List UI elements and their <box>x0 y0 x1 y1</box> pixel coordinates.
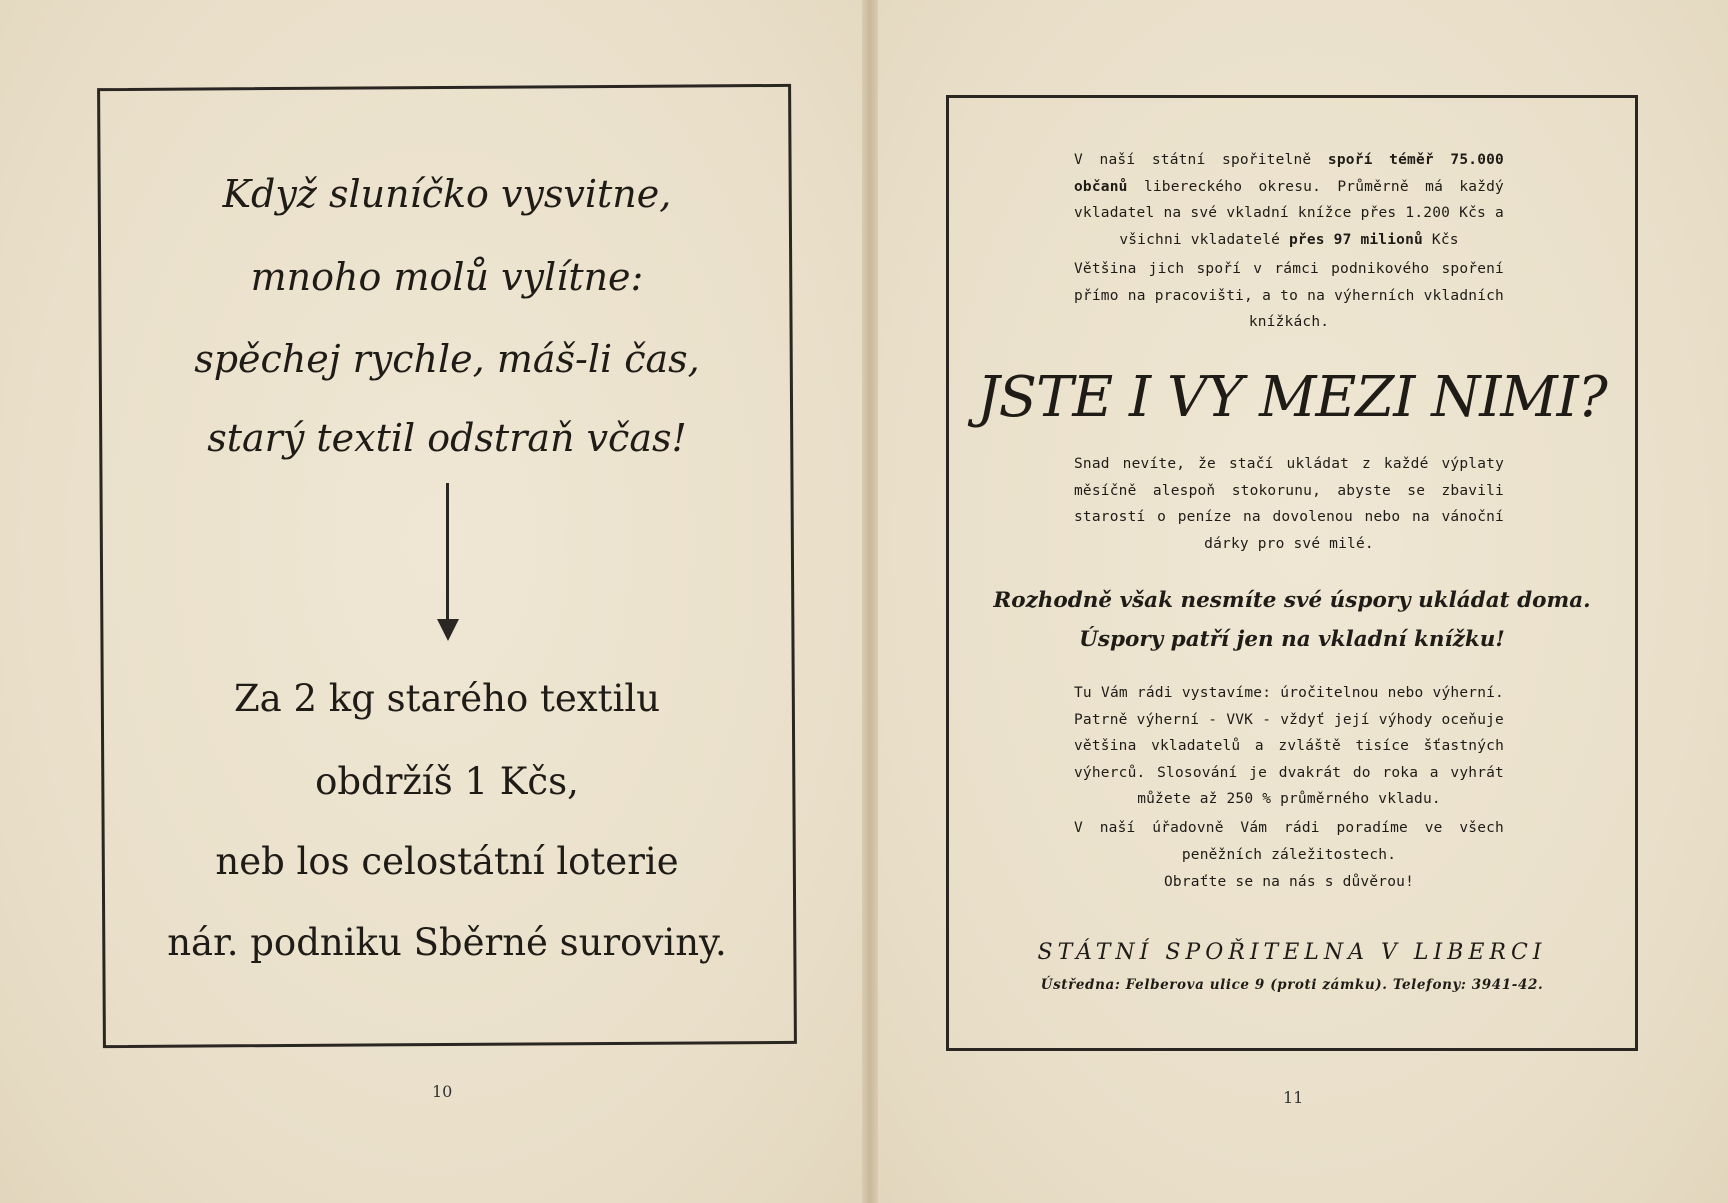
intro-text-1: V naší státní spořitelně <box>1074 152 1312 168</box>
bank-name: STÁTNÍ SPOŘITELNA V LIBERCI <box>1037 940 1547 965</box>
offer-line-3: neb los celostátní loterie <box>215 840 679 883</box>
intro-bold-1: spoří téměř 75.000 občanů <box>1074 152 1504 195</box>
poem-line-3: spěchej rychle, máš-li čas, <box>194 337 700 381</box>
poem-line-4: starý textil odstraň včas! <box>207 416 687 460</box>
arrow-head-icon <box>437 619 459 641</box>
offer-line-4: nár. podniku Sběrné suroviny. <box>167 921 727 964</box>
headline: JSTE I VY MEZI NIMI? <box>977 365 1607 430</box>
paragraph-4: V naší úřadovně Vám rádi poradíme ve všech peněžních záležitostech. <box>1074 820 1504 863</box>
page-number-left: 10 <box>432 1082 453 1101</box>
emphasis-line-2: Úspory patří jen na vkladní knížku! <box>1079 627 1505 652</box>
offer-line-1: Za 2 kg starého textilu <box>233 677 661 720</box>
emphasis-line-1: Rozhodně však nesmíte své úspory ukládat doma. <box>993 588 1591 613</box>
intro-text-3: Kčs <box>1431 231 1459 248</box>
bank-address: Ústředna: Felberova ulice 9 (proti zámku). Telefony: 3941-42. <box>1040 977 1544 993</box>
intro-paragraph <box>1074 147 1504 253</box>
intro-bold-2: přes 97 milionů <box>1289 231 1423 248</box>
paragraph-3: Tu Vám rádi vystavíme: úročitelnou nebo výherní. Patrně výherní - VVK - vždyť její výhody oceňuje většina vkladatelů a zvláště tisíce šťastných výherců. Slosování je dvakrát do roka a vyhrát můžete až 250 % průměrného vkladu. <box>1074 685 1504 807</box>
paragraph-5: Obraťte se na nás s důvěrou! <box>1163 874 1415 890</box>
intro-text-2: libereckého okresu. Průměrně má každý vkladatel na své vkladní knížce přes 1.200 Kčs a všichni vkladatelé <box>1074 178 1504 248</box>
book-gutter <box>862 0 878 1203</box>
page-number-right: 11 <box>1283 1088 1304 1107</box>
poem-line-2: mnoho molů vylítne: <box>250 255 644 299</box>
down-arrow-icon <box>446 483 449 623</box>
intro-paragraph-2: Většina jich spoří v rámci podnikového spoření přímo na pracovišti, a to na výherních vkladních knížkách. <box>1074 261 1504 330</box>
poem-line-1: Když sluníčko vysvitne, <box>222 172 672 216</box>
paragraph-2: Snad nevíte, že stačí ukládat z každé výplaty měsíčně alespoň stokorunu, abyste se zbavili starostí o peníze na dovolenou nebo na vánoční dárky pro své milé. <box>1074 456 1504 552</box>
offer-line-2: obdržíš 1 Kčs, <box>315 760 579 803</box>
